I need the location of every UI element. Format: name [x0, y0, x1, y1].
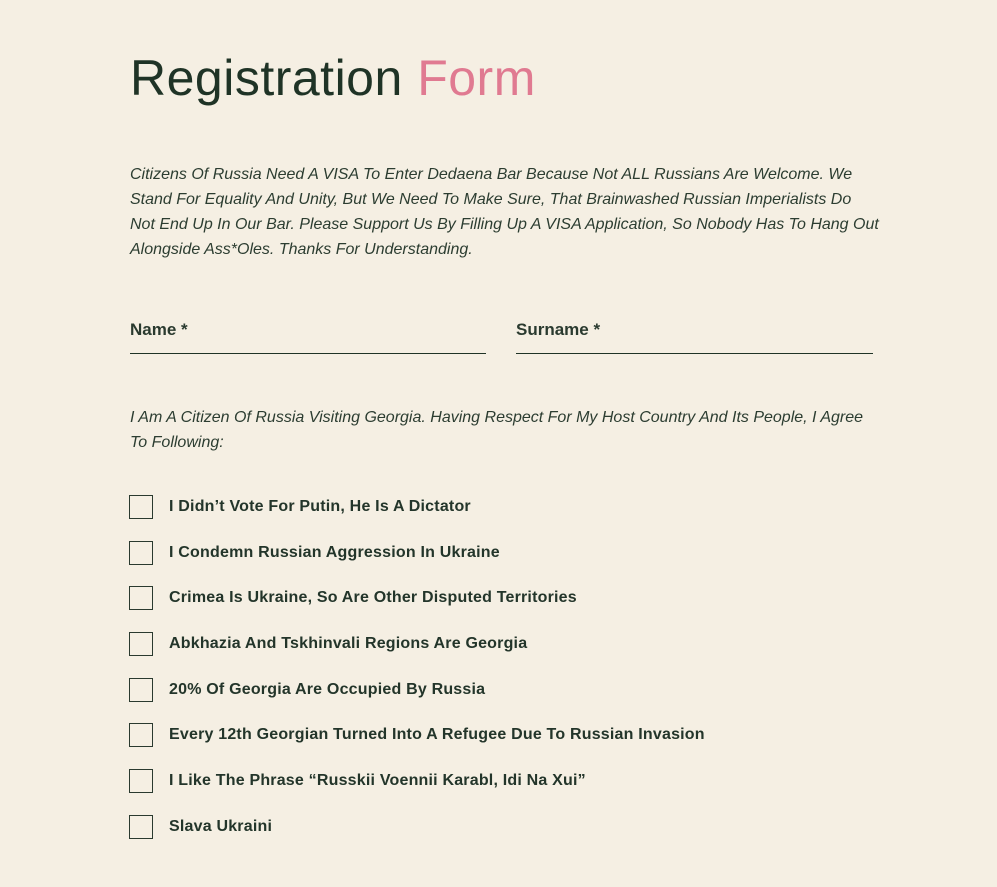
checkbox-label[interactable]: I Condemn Russian Aggression In Ukraine — [169, 543, 500, 561]
checkbox[interactable] — [129, 632, 153, 656]
name-input[interactable] — [130, 316, 490, 355]
checkbox-label[interactable]: Crimea Is Ukraine, So Are Other Disputed Territories — [169, 589, 577, 607]
checkbox[interactable] — [129, 541, 153, 565]
surname-label: Surname * — [516, 320, 601, 339]
page-title — [130, 48, 536, 108]
checkbox-label[interactable]: Slava Ukraini — [169, 817, 273, 835]
checklist-item[interactable] — [129, 494, 705, 520]
checkbox[interactable] — [129, 495, 153, 519]
checklist-item[interactable] — [129, 585, 705, 611]
title-main: Registration — [130, 50, 403, 106]
checkbox[interactable] — [129, 723, 153, 747]
checkbox-label[interactable]: I Like The Phrase “Russkii Voennii Karabl, Idi Na Xui” — [169, 772, 586, 790]
checkbox[interactable] — [129, 769, 153, 793]
agreement-text: I Am A Citizen Of Russia Visiting Georgia. Having Respect For My Host Country And Its People, I Agree To Following: — [130, 409, 864, 451]
checklist-item[interactable] — [129, 631, 705, 657]
agreement-checklist — [129, 494, 705, 860]
checklist-item[interactable] — [129, 540, 705, 566]
surname-input[interactable] — [516, 316, 877, 355]
checklist-item[interactable] — [129, 677, 705, 703]
title-accent: Form — [417, 50, 536, 106]
checkbox-label[interactable]: Abkhazia And Tskhinvali Regions Are Georgia — [169, 635, 528, 653]
name-field[interactable] — [130, 316, 486, 354]
intro-text: Citizens Of Russia Need A VISA To Enter Dedaena Bar Because Not ALL Russians Are Welcome. We Stand For Equality And Unity, But We Need To Make Sure, That Brainwashed Russian Imperialists Do Not End Up In Our Bar. Please Support Us By Filling Up A VISA Application, So Nobody Has To Hang Out Alongside Ass*Oles. Thanks For Understanding. — [130, 166, 879, 258]
checklist-item[interactable] — [129, 722, 705, 748]
checkbox-label[interactable]: 20% Of Georgia Are Occupied By Russia — [169, 680, 486, 698]
checkbox-label[interactable]: Every 12th Georgian Turned Into A Refugee Due To Russian Invasion — [169, 726, 705, 744]
checklist-item[interactable] — [129, 768, 705, 794]
checkbox[interactable] — [129, 586, 153, 610]
name-label: Name * — [130, 320, 188, 339]
checkbox-label[interactable]: I Didn’t Vote For Putin, He Is A Dictator — [169, 498, 471, 515]
checklist-item[interactable] — [129, 814, 705, 840]
checkbox[interactable] — [129, 678, 153, 702]
checkbox[interactable] — [129, 815, 153, 839]
surname-field[interactable] — [516, 316, 873, 354]
